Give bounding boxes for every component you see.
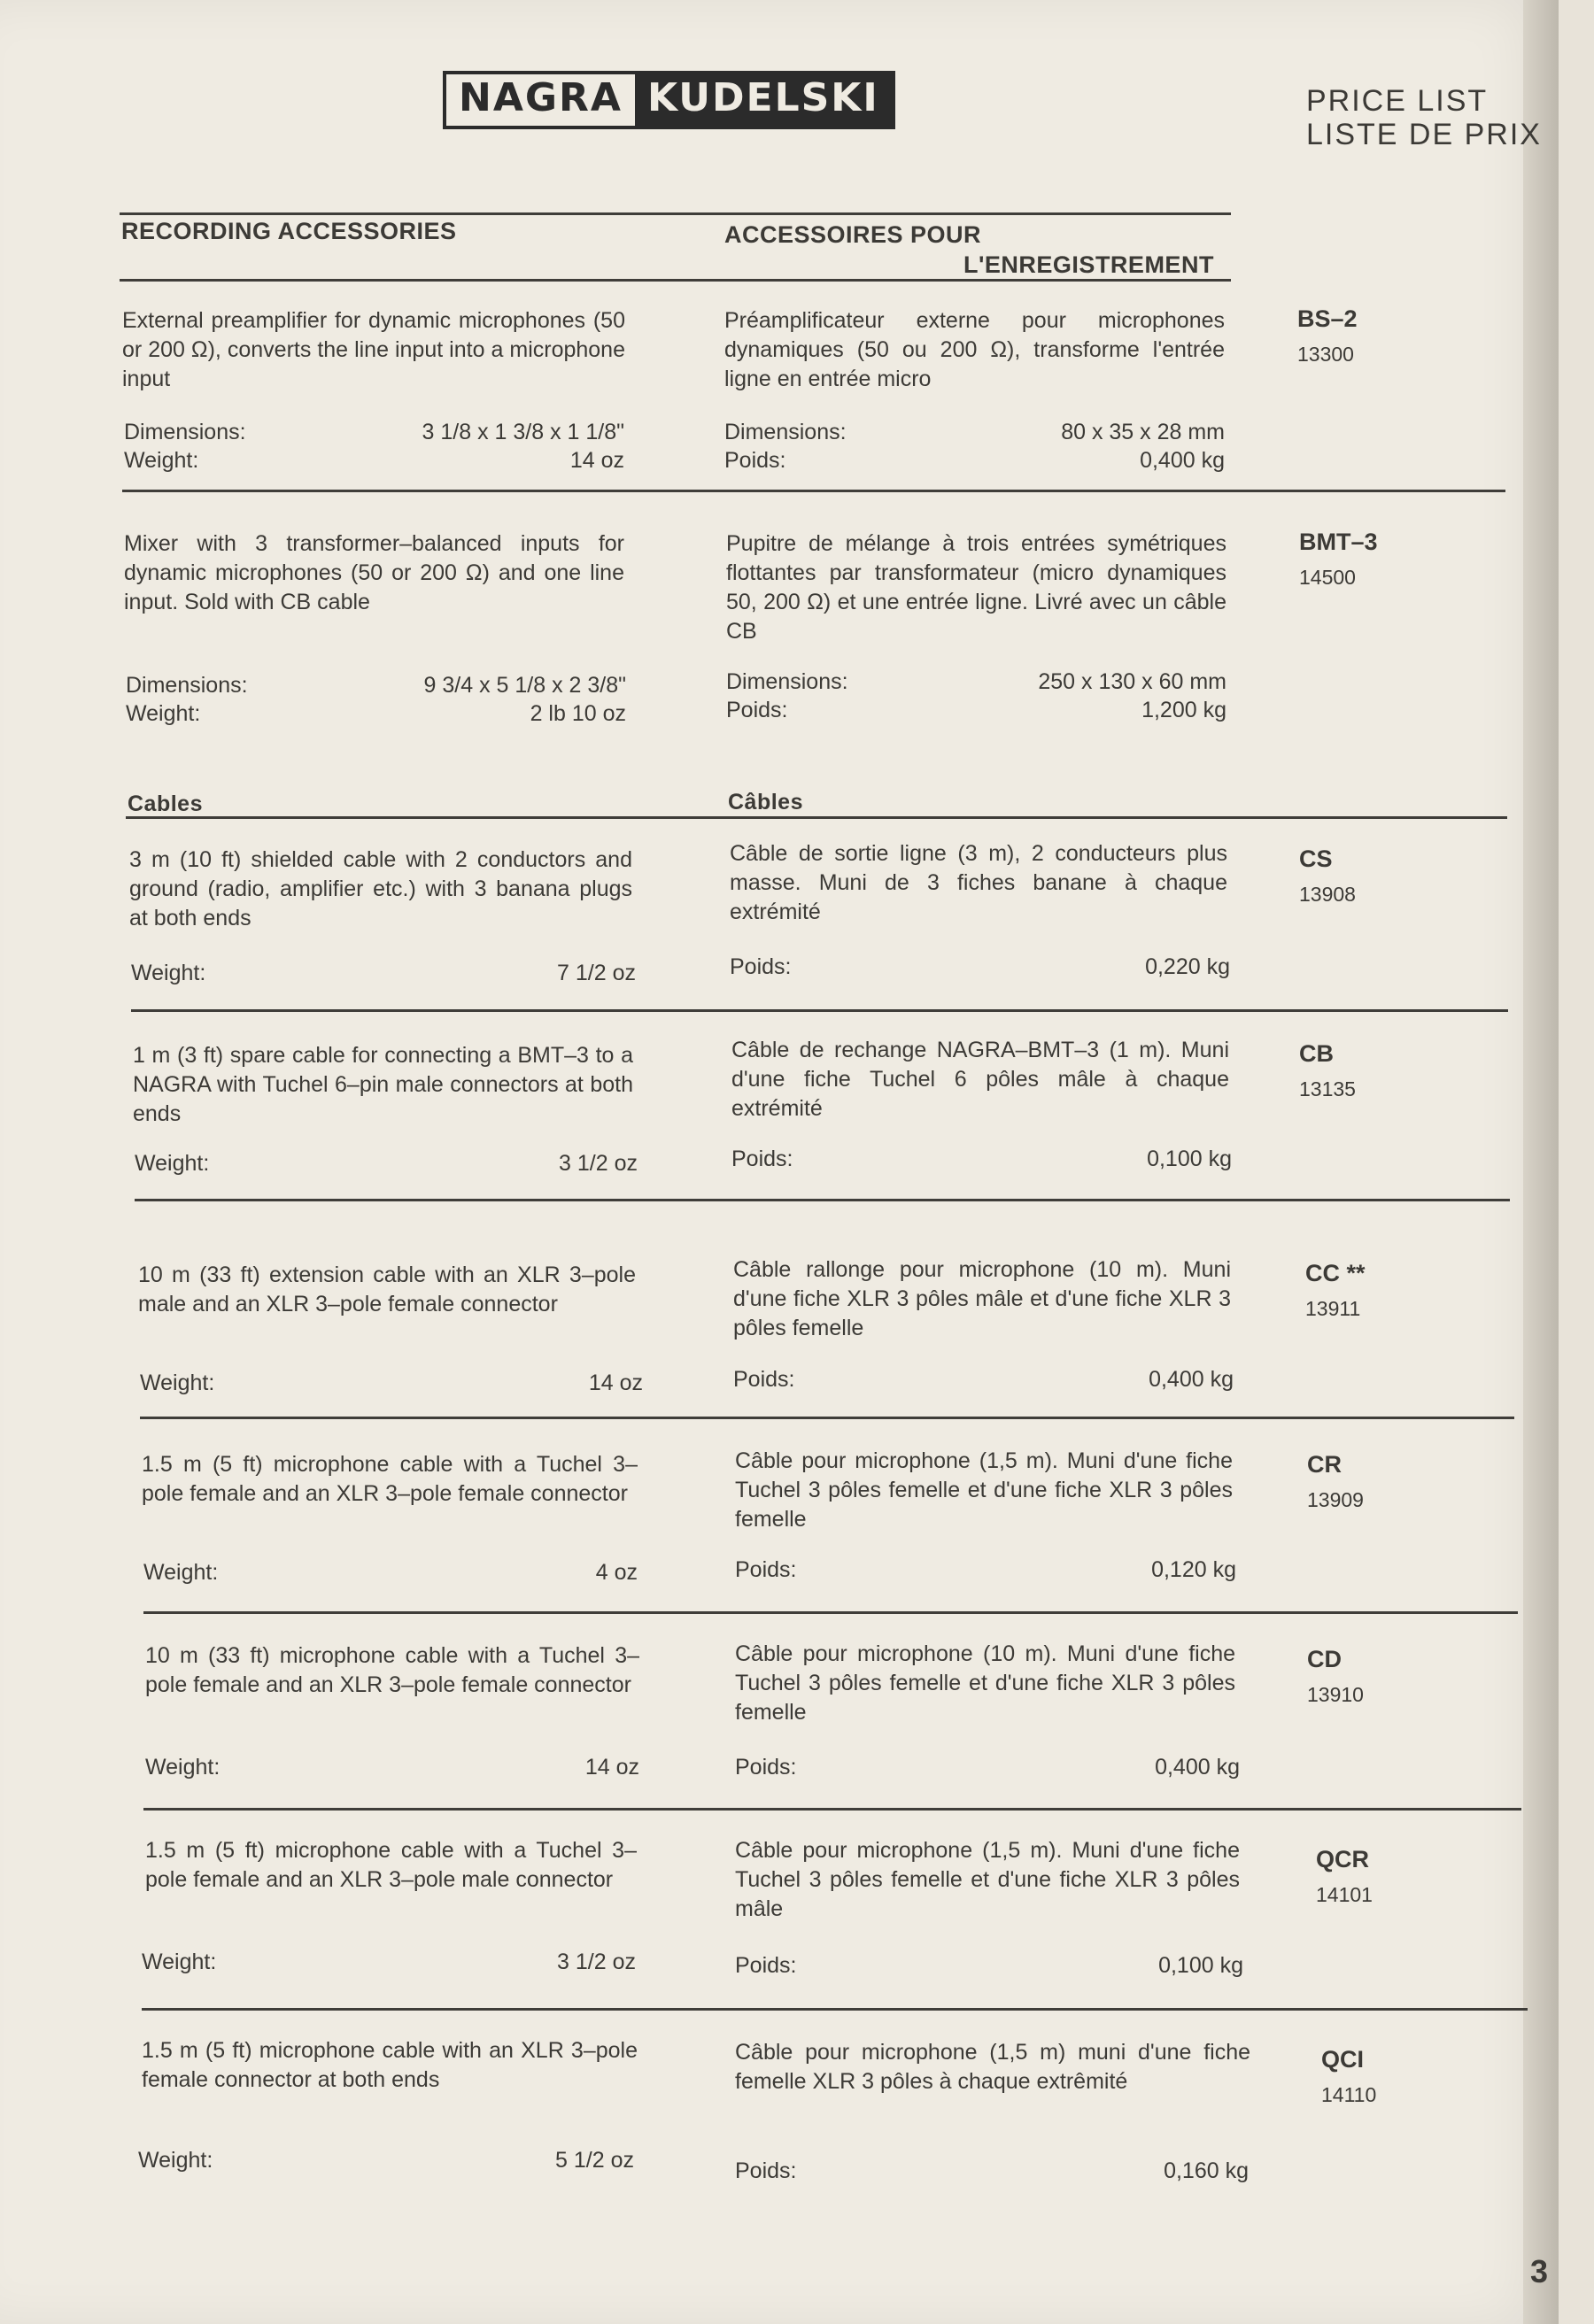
item-description-en: 3 m (10 ft) shielded cable with 2 conductors and ground (radio, amplifier etc.) with 3 banana plugs at both ends	[129, 847, 632, 930]
order-number: 13909	[1307, 1488, 1364, 1511]
weight-label: Weight:	[140, 1370, 215, 1395]
item-specs-en	[126, 671, 626, 728]
item-specs-en	[135, 1149, 638, 1177]
item-code	[1299, 1036, 1356, 1107]
item-divider	[140, 1417, 1514, 1419]
item-specs-en	[140, 1369, 643, 1397]
dimensions-label: Dimensions:	[724, 420, 847, 444]
weight-label: Weight:	[143, 1560, 219, 1585]
weight-value: 0,400 kg	[1149, 1367, 1234, 1392]
model-name: BMT–3	[1299, 529, 1378, 555]
order-number: 14500	[1299, 566, 1356, 589]
item-code	[1321, 2042, 1376, 2112]
price-list-fr: LISTE DE PRIX	[1306, 118, 1542, 151]
weight-label: Weight:	[142, 1950, 217, 1974]
order-number: 13908	[1299, 883, 1356, 906]
weight-value: 1,200 kg	[1141, 698, 1226, 722]
order-number: 14110	[1321, 2083, 1377, 2106]
price-list-heading	[1306, 84, 1542, 151]
model-name: CR	[1307, 1451, 1342, 1478]
item-divider	[131, 1009, 1508, 1012]
weight-label: Poids:	[726, 698, 788, 722]
item-specs-en	[124, 418, 624, 475]
weight-label: Weight:	[135, 1151, 210, 1176]
weight-value: 0,120 kg	[1151, 1557, 1236, 1582]
model-name: QCI	[1321, 2046, 1365, 2073]
order-number: 13910	[1307, 1683, 1364, 1706]
order-number: 13911	[1305, 1297, 1361, 1320]
weight-value: 4 oz	[595, 1560, 638, 1585]
weight-value: 7 1/2 oz	[557, 961, 636, 985]
item-specs-fr	[733, 1365, 1234, 1394]
weight-value: 14 oz	[588, 1370, 643, 1395]
dimensions-value: 3 1/8 x 1 3/8 x 1 1/8"	[422, 420, 624, 444]
item-description-en: 1.5 m (5 ft) microphone cable with an XLR 3–pole female connector at both ends	[142, 2038, 638, 2092]
item-description-fr: Câble pour microphone (10 m). Muni d'une fiche Tuchel 3 pôles femelle et d'une fiche XLR 3 pôles femelle	[735, 1641, 1235, 1725]
item-divider	[143, 1611, 1518, 1614]
item-code	[1299, 524, 1378, 595]
item-code	[1316, 1841, 1373, 1912]
weight-label: Weight:	[138, 2148, 213, 2173]
section-bottom-rule	[120, 279, 1231, 282]
weight-value: 14 oz	[569, 448, 624, 473]
weight-value: 14 oz	[584, 1755, 639, 1780]
item-specs-en	[131, 959, 636, 987]
cables-title-en: Cables	[128, 791, 203, 816]
page-spine-shadow	[1523, 0, 1559, 2324]
dimensions-value: 9 3/4 x 5 1/8 x 2 3/8"	[423, 673, 626, 698]
item-code	[1305, 1255, 1366, 1326]
dimensions-label: Dimensions:	[726, 669, 848, 694]
model-name: QCR	[1316, 1846, 1369, 1872]
section-title-en: RECORDING ACCESSORIES	[121, 218, 457, 244]
item-code	[1307, 1641, 1364, 1712]
item-description-fr: Préamplificateur externe pour microphones dynamiques (50 ou 200 Ω), transforme l'entrée ligne en entrée micro	[724, 308, 1225, 391]
item-description-fr: Pupitre de mélange à trois entrées symétriques flottantes par transformateur (micro dynamiques 50, 200 Ω) et une entrée ligne. Livré avec un câble CB	[726, 531, 1226, 644]
weight-label: Weight:	[126, 701, 201, 726]
item-description-en: External preamplifier for dynamic microphones (50 or 200 Ω), converts the line input into a microphone input	[122, 308, 625, 391]
model-name: CD	[1307, 1646, 1342, 1672]
weight-label: Weight:	[124, 448, 199, 473]
item-description-en: 10 m (33 ft) extension cable with an XLR 3–pole male and an XLR 3–pole female connector	[138, 1262, 636, 1316]
item-description-en: Mixer with 3 transformer–balanced inputs for dynamic microphones (50 or 200 Ω) and one line input. Sold with CB cable	[124, 531, 624, 614]
order-number: 13300	[1297, 343, 1354, 366]
weight-value: 0,400 kg	[1140, 448, 1225, 473]
item-specs-en	[138, 2146, 634, 2174]
weight-value: 0,100 kg	[1158, 1953, 1243, 1978]
weight-label: Weight:	[145, 1755, 221, 1780]
item-description-fr: Câble pour microphone (1,5 m) muni d'une fiche femelle XLR 3 pôles à chaque extrêmité	[735, 2040, 1250, 2094]
weight-value: 0,160 kg	[1164, 2158, 1249, 2183]
item-specs-fr	[735, 1556, 1236, 1584]
item-description-en: 1 m (3 ft) spare cable for connecting a BMT–3 to a NAGRA with Tuchel 6–pin male connectors at both ends	[133, 1043, 633, 1126]
item-description-fr: Câble pour microphone (1,5 m). Muni d'une fiche Tuchel 3 pôles femelle et d'une fiche XLR 3 pôles femelle	[735, 1448, 1233, 1532]
weight-label: Poids:	[735, 1755, 797, 1780]
item-specs-fr	[735, 1951, 1243, 1980]
item-description-fr: Câble pour microphone (1,5 m). Muni d'une fiche Tuchel 3 pôles femelle et d'une fiche XLR 3 pôles mâle	[735, 1838, 1240, 1921]
item-description-fr: Câble rallonge pour microphone (10 m). Muni d'une fiche XLR 3 pôles mâle et d'une fiche XLR 3 pôles femelle	[733, 1257, 1231, 1340]
item-specs-fr	[726, 668, 1226, 724]
weight-label: Poids:	[730, 954, 792, 979]
dimensions-label: Dimensions:	[124, 420, 246, 444]
item-specs-fr	[730, 953, 1230, 981]
weight-label: Weight:	[131, 961, 206, 985]
cables-rule	[126, 816, 1507, 819]
order-number: 14101	[1316, 1883, 1373, 1906]
weight-label: Poids:	[735, 2158, 797, 2183]
nagra-kudelski-logo	[443, 71, 895, 129]
item-divider	[122, 490, 1505, 492]
item-description-fr: Câble de sortie ligne (3 m), 2 conducteurs plus masse. Muni de 3 fiches banane à chaque extrémité	[730, 841, 1227, 924]
cables-title-fr: Câbles	[728, 790, 803, 815]
weight-value: 0,220 kg	[1145, 954, 1230, 979]
item-specs-en	[143, 1558, 638, 1587]
model-name: BS–2	[1297, 305, 1358, 332]
weight-value: 0,100 kg	[1147, 1147, 1232, 1171]
weight-label: Poids:	[733, 1367, 795, 1392]
price-list-en: PRICE LIST	[1306, 84, 1489, 118]
item-code	[1297, 301, 1358, 372]
item-divider	[143, 1808, 1521, 1811]
order-number: 13135	[1299, 1077, 1356, 1100]
weight-value: 3 1/2 oz	[559, 1151, 638, 1176]
dimensions-value: 80 x 35 x 28 mm	[1061, 420, 1225, 444]
page-number: 3	[1530, 2253, 1549, 2289]
item-specs-fr	[735, 2157, 1249, 2185]
item-specs-fr	[735, 1753, 1240, 1781]
item-divider	[135, 1199, 1510, 1201]
weight-label: Poids:	[735, 1953, 797, 1978]
item-specs-fr	[731, 1145, 1232, 1173]
section-top-rule	[120, 212, 1231, 215]
item-code	[1299, 841, 1356, 912]
item-divider	[142, 2008, 1528, 2011]
model-name: CS	[1299, 845, 1333, 872]
weight-value: 2 lb 10 oz	[530, 701, 626, 726]
item-description-en: 1.5 m (5 ft) microphone cable with a Tuchel 3–pole female and an XLR 3–pole female connector	[142, 1452, 638, 1506]
logo-kudelski: KUDELSKI	[646, 75, 879, 120]
dimensions-label: Dimensions:	[126, 673, 248, 698]
model-name: CC **	[1305, 1260, 1366, 1286]
dimensions-value: 250 x 130 x 60 mm	[1038, 669, 1226, 694]
item-description-en: 10 m (33 ft) microphone cable with a Tuchel 3–pole female and an XLR 3–pole female connector	[145, 1643, 639, 1697]
weight-value: 0,400 kg	[1155, 1755, 1240, 1780]
weight-value: 5 1/2 oz	[555, 2148, 634, 2173]
weight-label: Poids:	[735, 1557, 797, 1582]
item-description-fr: Câble de rechange NAGRA–BMT–3 (1 m). Muni d'une fiche Tuchel 6 pôles mâle à chaque extrémité	[731, 1038, 1229, 1121]
weight-label: Poids:	[731, 1147, 793, 1171]
item-specs-en	[145, 1753, 639, 1781]
item-specs-fr	[724, 418, 1225, 475]
section-title-fr-2: L'ENREGISTREMENT	[963, 251, 1214, 278]
weight-value: 3 1/2 oz	[557, 1950, 636, 1974]
item-specs-en	[142, 1948, 636, 1976]
item-code	[1307, 1447, 1364, 1517]
model-name: CB	[1299, 1040, 1334, 1067]
section-title-fr-1: ACCESSOIRES POUR	[724, 221, 982, 248]
item-description-en: 1.5 m (5 ft) microphone cable with a Tuchel 3–pole female and an XLR 3–pole male connector	[145, 1838, 637, 1892]
weight-label: Poids:	[724, 448, 786, 473]
logo-nagra: NAGRA	[446, 74, 635, 126]
